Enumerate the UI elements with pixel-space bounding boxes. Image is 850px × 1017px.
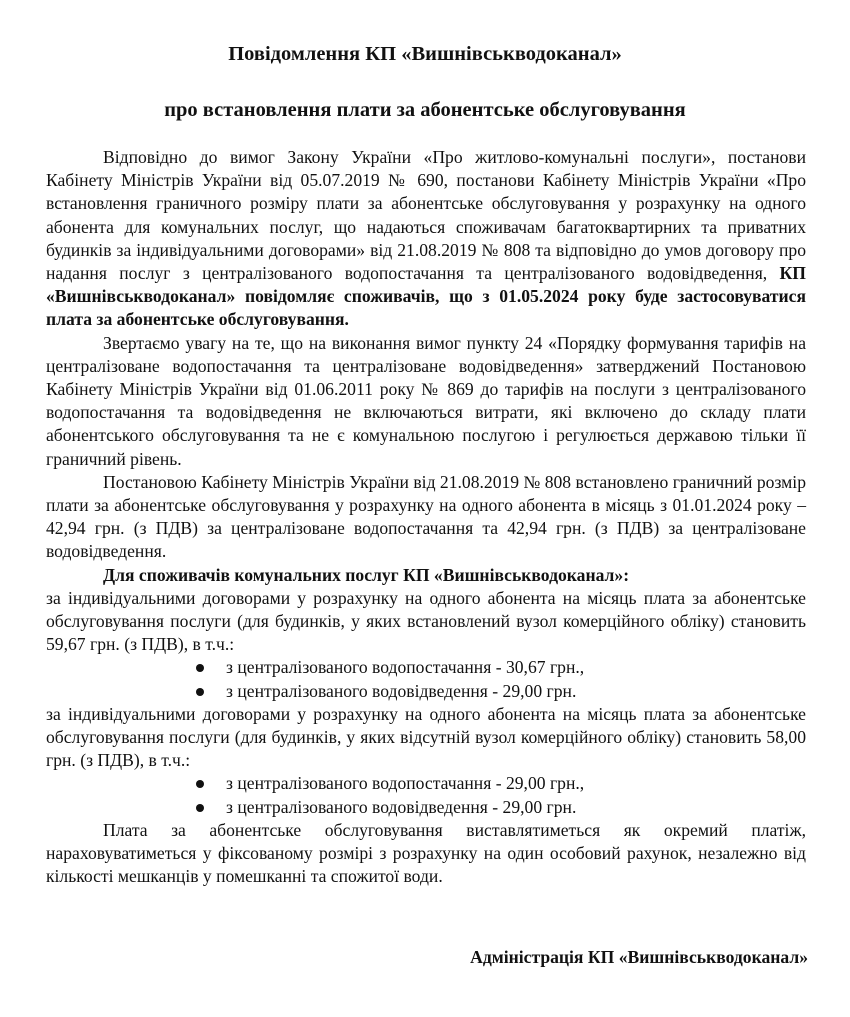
consumers-heading: Для споживачів комунальних послуг КП «Вишнівськводоканал»: [103,564,630,585]
paragraph-legal-basis-announcement: КП «Вишнівськводоканал» повідомляє споживачів, що з 01.05.2024 року буде застосовуватися плата за абонентське обслуговування. [46,263,806,330]
document-subtitle: про встановлення плати за абонентське обслуговування [164,99,686,121]
paragraph-attention: Звертаємо увагу на те, що на виконання вимог пункту 24 «Порядку формування тарифів на централізоване водопостачання та централізоване водовідведення» затверджений Постановою Кабінету Міністрів України від 01.06.2011 року № 869 до тарифів на послуги з централізованого водопостачання та водовідведення не включаються витрати, які включено до складу плати абонентського обслуговування та не є комунальною послугою і регулюється державою тільки її граничний рівень. [46,332,806,469]
document-title: Повідомлення КП «Вишнівськводоканал» [228,43,622,65]
paragraph-billing: Плата за абонентське обслуговування виставлятиметься як окремий платіж, нараховуватиметься у фіксованому розмірі з розрахунку на один особовий рахунок, незалежно від кількості мешканців у помешканні та спожитої води. [46,819,806,887]
case-with-meter-text: за індивідуальними договорами у розрахунку на одного абонента на місяць плата за абонентське обслуговування послуги (для будинків, у яких встановлений вузол комерційного обліку) становить 59,67 грн. (з ПДВ), в т.ч.: [46,587,806,655]
signature: Адміністрація КП «Вишнівськводоканал» [470,947,808,967]
case-without-meter-text: за індивідуальними договорами у розрахунку на одного абонента на місяць плата за абонентське обслуговування послуги (для будинків, у яких відсутній вузол комерційного обліку) становить 58,00 грн. (з ПДВ), в т.ч.: [46,703,806,771]
list-item: з централізованого водовідведення - 29,00 грн. [46,680,806,703]
list-item: з централізованого водопостачання - 29,00 грн., [46,772,806,795]
document-body [46,146,806,889]
paragraph-legal-basis [46,146,806,332]
paragraph-limit: Постановою Кабінету Міністрів України від 21.08.2019 № 808 встановлено граничний розмір плати за абонентське обслуговування у розрахунку на одного абонента в місяць з 01.01.2024 року – 42,94 грн. (з ПДВ) за централізоване водопостачання та 42,94 грн. (з ПДВ) за централізоване водовідведення. [46,471,806,562]
bullet-icon [196,780,204,788]
case-without-meter-list [46,772,806,818]
bullet-icon [196,664,204,672]
case-with-meter-list [46,656,806,702]
bullet-icon [196,688,204,696]
paragraph-legal-basis-text: Відповідно до вимог Закону України «Про житлово-комунальні послуги», постанови Кабінету Міністрів України від 05.07.2019 № 690, постанови Кабінету Міністрів України «Про встановлення граничного розміру плати за абонентське обслуговування у розрахунку на одного абонента для комунальних послуг, що надаються споживачам багатоквартирних та приватних будинків за індивідуальними договорами» від 21.08.2019 № 808 та відповідно до умов договору про надання послуг з централізованого водопостачання та централізованого водовідведення, [46,147,806,284]
list-item: з централізованого водовідведення - 29,00 грн. [46,796,806,819]
list-item: з централізованого водопостачання - 30,67 грн., [46,656,806,679]
bullet-icon [196,804,204,812]
